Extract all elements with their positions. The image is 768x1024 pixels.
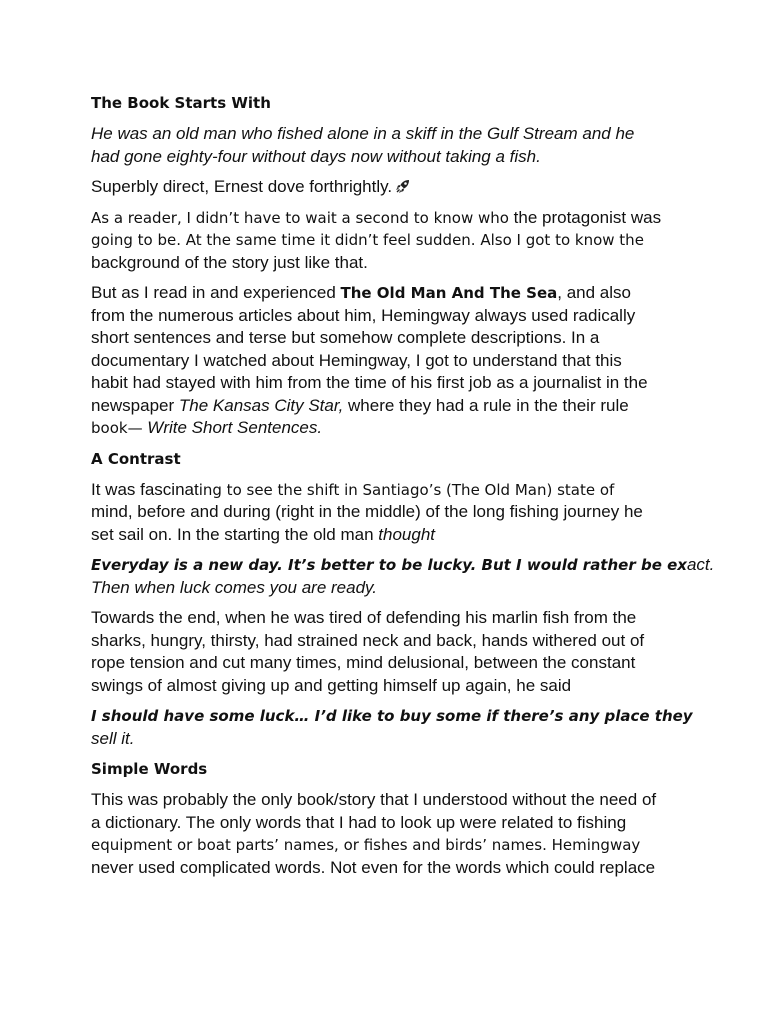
direct-line-paragraph [91,176,691,199]
text-run: act. [686,555,715,574]
rule-text: Write Short Sentences. [142,418,323,437]
quote-line: I should have some luck… I’d like to buy some if there’s any place they [91,707,693,725]
heading-book-starts: The Book Starts With [91,94,271,112]
text-run: , and also [557,283,631,302]
quote-line: sell it. [91,728,135,748]
paragraph-line: sharks, hungry, thirsty, had strained neck and back, hands withered out of [91,630,645,650]
paragraph-line [91,524,691,547]
text-run: newspaper [91,395,179,415]
paragraph-line [91,417,691,440]
quote-line: Then when luck comes you are ready. [91,577,377,597]
heading-contrast: A Contrast [91,449,181,468]
heading-simple-words: Simple Words [91,760,208,778]
paragraph-line: documentary I watched about Hemingway, I got to understand that this [91,350,622,370]
text-run: It was fascinat [91,479,199,499]
paragraph-line: rope tension and cut many times, mind delusional, between the constant [91,653,636,672]
text-run: But as I read in and experienced [91,283,341,302]
opening-quote [91,123,691,168]
text-run: set sail on. In the starting the old man [91,524,379,544]
paragraph-line: This was probably the only book/story that I understood without the need of [91,790,657,809]
text-run: where they had a rule in the their rule [343,395,629,415]
hemingway-paragraph [91,282,691,440]
book-title: The Old Man And The Sea [340,284,558,302]
paragraph-line: Towards the end, when he was tired of defending his marlin fish from the [91,608,637,627]
paragraph-line [91,479,691,502]
paragraph-line: from the numerous articles about him, Hemingway always used radically [91,305,636,325]
text-run: thought [378,524,436,544]
rocket-icon [395,178,411,194]
text-run: As a reader, I didn’t have to wait a second to know who [91,208,509,227]
paragraph-line: short sentences and terse but somehow complete descriptions. In a [91,328,600,347]
opening-quote-line: had gone eighty-four without days now without taking a fish. [91,146,541,166]
text-run: ing to see the shift in Santiago’s (The Old Man) state of [198,480,615,499]
newspaper-name: The Kansas City Star, [178,395,344,415]
paragraph-line: never used complicated words. Not even for the words which could replace [91,857,656,877]
paragraph-line: background of the story just like that. [91,252,368,272]
opening-quote-line: He was an old man who fished alone in a skiff in the Gulf Stream and he [91,124,635,143]
contrast-paragraph [91,479,691,547]
paragraph-line: swings of almost giving up and getting himself up again, he said [91,675,572,695]
paragraph-line [91,207,691,230]
simple-words-paragraph [91,789,691,879]
paragraph-line: a dictionary. The only words that I had to look up were related to fishing [91,812,627,832]
paragraph-line [91,395,691,418]
text-run: Everyday is a new day. It’s better to be lucky. But I would rather be ex [91,556,687,574]
document-page [91,92,715,887]
text-run: book— [91,419,143,437]
paragraph-line [91,282,691,305]
paragraph-line: equipment or boat parts’ names, or fishes and birds’ names. Hemingway [91,836,641,854]
paragraph-line: mind, before and during (right in the middle) of the long fishing journey he [91,502,643,521]
direct-line-text: Superbly direct, Ernest dove forthrightly. [91,177,393,196]
quote-line [91,554,715,577]
everyday-quote [91,554,715,599]
towards-paragraph [91,607,691,697]
paragraph-line: habit had stayed with him from the time of his first job as a journalist in the [91,373,648,392]
text-run: the protagonist was [508,207,662,227]
luck-quote [91,705,691,750]
reader-paragraph [91,207,691,275]
paragraph-line: going to be. At the same time it didn’t feel sudden. Also I got to know the [91,231,644,249]
